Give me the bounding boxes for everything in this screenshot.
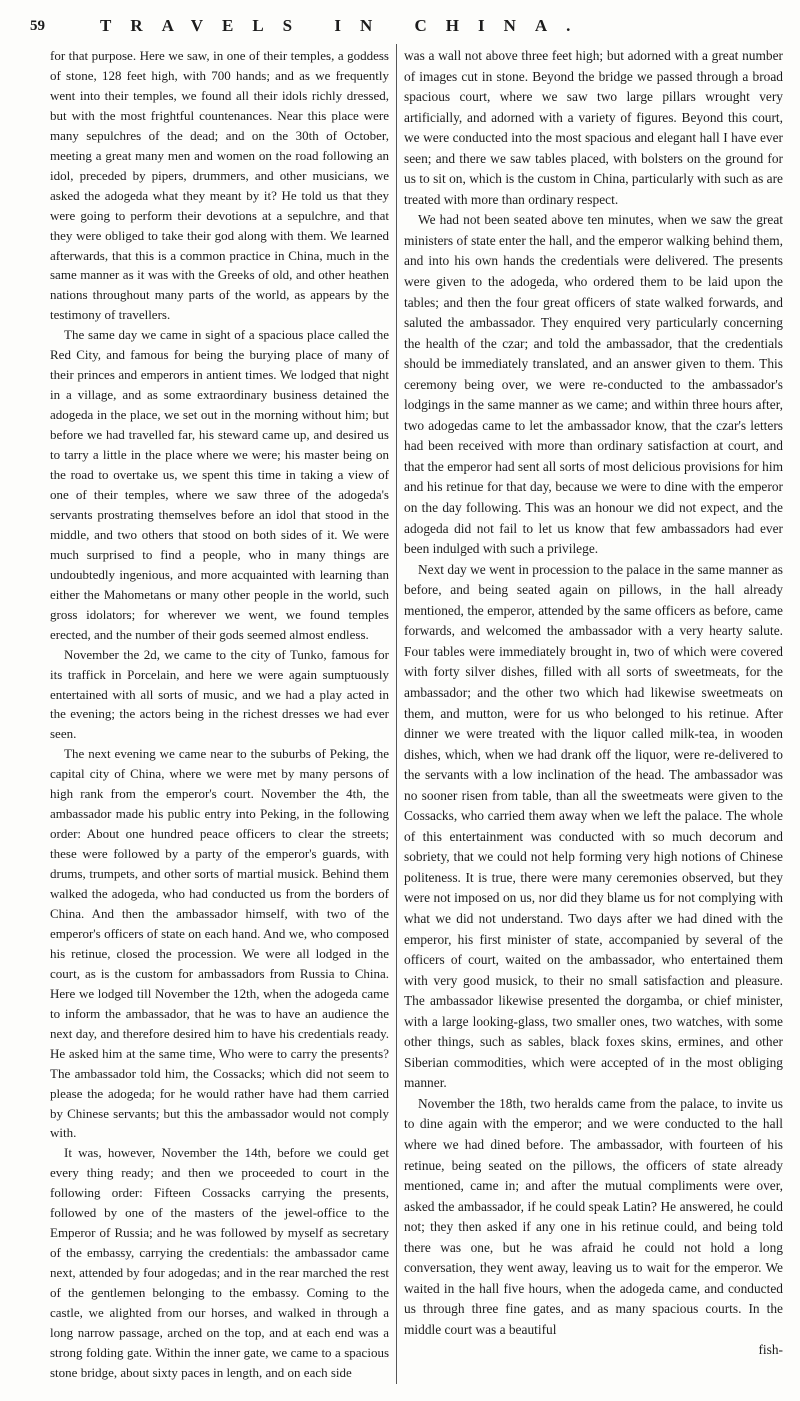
- running-head: [30, 16, 790, 44]
- paragraph: The next evening we came near to the suburbs of Peking, the capital city of China, where we were met by many persons of high rank from the emperor's court. November the 4th, the ambassador made his public entry into Peking, in the following order: About one hundred peace officers to clear the streets; these were followed by a party of the emperor's guards, with drums, trumpets, and other sorts of martial musick. Behind them walked the adogeda, who had conducted us from the borders of China. And then the ambassador himself, with two of the emperor's officers of state on each hand. And we, who composed his retinue, closed the procession. We were all lodged in the court, as is the custom for ambassadors from Russia to China. Here we lodged till November the 12th, when the adogeda came to inform the ambassador, that he was to have an audience the next day, and therefore desired him to have his credentials ready. He asked him at the same time, Who were to carry the presents? The ambassador told him, the Cossacks; which did not seem to please the adogeda; for he would rather have had them carried by Chinese servants; but this the ambassador would not comply with.: [50, 746, 389, 1141]
- catchword: fish-: [758, 1342, 783, 1358]
- paragraph: was a wall not above three feet high; but adorned with a great number of images cut in stone. Beyond the bridge we passed through a broad spacious court, where we saw two large pillars wrought very artificially, and adorned with a variety of figures. Beyond this court, we were conducted into the most spacious and elegant hall I have ever seen; and there we saw tables placed, with bolsters on the ground for us to sit on, which is the custom in China, particularly with such as are treated with more than ordinary respect.: [404, 48, 783, 207]
- paragraph: Next day we went in procession to the palace in the same manner as before, and being seated again on pillows, in the hall already mentioned, the emperor, attended by the same officers as before, came forwards, and welcomed the ambassador with a very hearty salute. Four tables were immediately brought in, two of which were covered with forty silver dishes, filled with all sorts of sweetmeats, for the ambassador; and the other two which had likewise sweetmeats on them, and mutton, were for us who belonged to his retinue. After dinner we were treated with the liquor called milk-tea, in wooden dishes, which, when we had drank off the liquor, were re-delivered to the servants with a low inclination of the head. The ambassador was no sooner risen from table, than all the sweetmeats were given to the Cossacks, who carried them away when we left the palace. The whole of this entertainment was conducted with so much decorum and sobriety, that we could not help forming very high notions of Chinese politeness. It is true, there were many ceremonies observed, but they were not imposed on us, nor did they blame us for not complying with what we did not understand. Two days after we had dined with the emperor, his first minister of state, accompanied by several of the officers of court, waited on the ambassador, who entertained them with very good musick, to their no small satisfaction and pleasure. The ambassador likewise presented the dorgamba, or chief minister, with a large looking-glass, two smaller ones, two watches, with some other things, such as sables, black foxes skins, ermines, and other Siberian commodities, which were accepted of in the most obliging manner.: [404, 561, 783, 1091]
- paragraph: for that purpose. Here we saw, in one of their temples, a goddess of stone, 128 feet high, with 700 hands; and as we frequently went into their temples, we found all their idols richly dressed, but with the most frightful countenances. Near this place were many sepulchres of the dead; and on the 30th of October, meeting a great many men and women on the road following an idol, preceded by pipers, drummers, and other musicians, we asked the adogeda what they meant by it? He told us that they were going to perform their devotions at a sepulchre, and that they were obliged to take their god along with them. We learned afterwards, that this is a common practice in China, much in the same manner as it was with the Greeks of old, and other heathen nations throughout many parts of the world, as appears by the testimony of travellers.: [50, 48, 389, 323]
- running-title: TRAVELS IN CHINA.: [100, 16, 590, 35]
- paragraph: We had not been seated above ten minutes, when we saw the great ministers of state enter the hall, and the emperor walking behind them, and into his own hands the credentials were delivered. The presents were given to the adogeda, who ordered them to be laid upon the tables; and then the four great officers of state walked forwards, and saluted the ambassador. They enquired very particularly concerning the health of the czar; and told the ambassador, that the credentials should be immediately translated, and an answer given to them. This ceremony being over, we were re-conducted to the ambassador's lodgings in the same manner as we came; and within three hours after, two adogedas came to let the ambassador know, that the czar's letters had been received with more than ordinary satisfaction at court, and that the emperor had sent all sorts of most delicious provisions for him and his retinue for that day, because we were to dine with the emperor on the day following. This was an honour we did not expect, and the adogeda did not fail to let us know that few ambassadors had ever been indulged with such a privilege.: [404, 212, 783, 557]
- paragraph: November the 18th, two heralds came from the palace, to invite us to dine again with the emperor; and we were conducted to the hall where we had dined before. The ambassador, with fourteen of his retinue, being seated on the pillows, the officers of state already mentioned, came in; and after the mutual compliments were over, asked the ambassador, if he could speak Latin? He answered, he could not; they then asked if any one in his retinue could, and being told there was one, but he was afraid he could not hold a long conversation, they went away, leaving us to wait for the emperor. We waited in the hall five hours, when the adogeda came, and conducted us through three fine gates, and as many spacious courts. In the middle court was a beautiful: [404, 1095, 783, 1337]
- paragraph: It was, however, November the 14th, before we could get every thing ready; and then we proceeded to court in the following order: Fifteen Cossacks carrying the presents, followed by one of the masters of the jewel-office to the Emperor of Russia; and he was followed by myself as secretary of the embassy, carrying the credentials: the ambassador came next, attended by four adogedas; and in the rear marched the rest of the gentlemen belonging to the embassy. Coming to the castle, we alighted from our horses, and walked in through a long narrow passage, arched on the top, and at each end was a strong folding gate. Within the inner gate, we came to a spacious stone bridge, about sixty paces in length, and on each side: [50, 1145, 389, 1380]
- left-column: [50, 46, 389, 1383]
- right-column: [404, 46, 783, 1361]
- paragraph: The same day we came in sight of a spacious place called the Red City, and famous for being the burying place of many of their princes and emperors in antient times. We lodged that night in a village, and as some extraordinary business detained the adogeda in the place, we set out in the morning without him; but before we had travelled far, his steward came up, and desired us to tarry a little in the place where we were; his master being on the road to overtake us, we spent this time in taking a view of one of their temples, where we saw three of the adogeda's servants prostrating themselves before an idol that stood in the middle, and two others that stood on both sides of it. We were much surprised to find a people, who in many things are undoubtedly ingenious, and more acquainted with learning than either the Mahometans or many other people in the world, such gross idolators; for wherever we went, we found temples erected, and the number of their gods seemed almost endless.: [50, 327, 389, 642]
- paragraph: November the 2d, we came to the city of Tunko, famous for its traffick in Porcelain, and here we were again sumptuously entertained with all sorts of music, and we had a play acted in the evening; the actors being in the richest dresses we had ever seen.: [50, 646, 389, 742]
- page-number: 59: [30, 18, 45, 34]
- column-divider: [396, 44, 397, 1384]
